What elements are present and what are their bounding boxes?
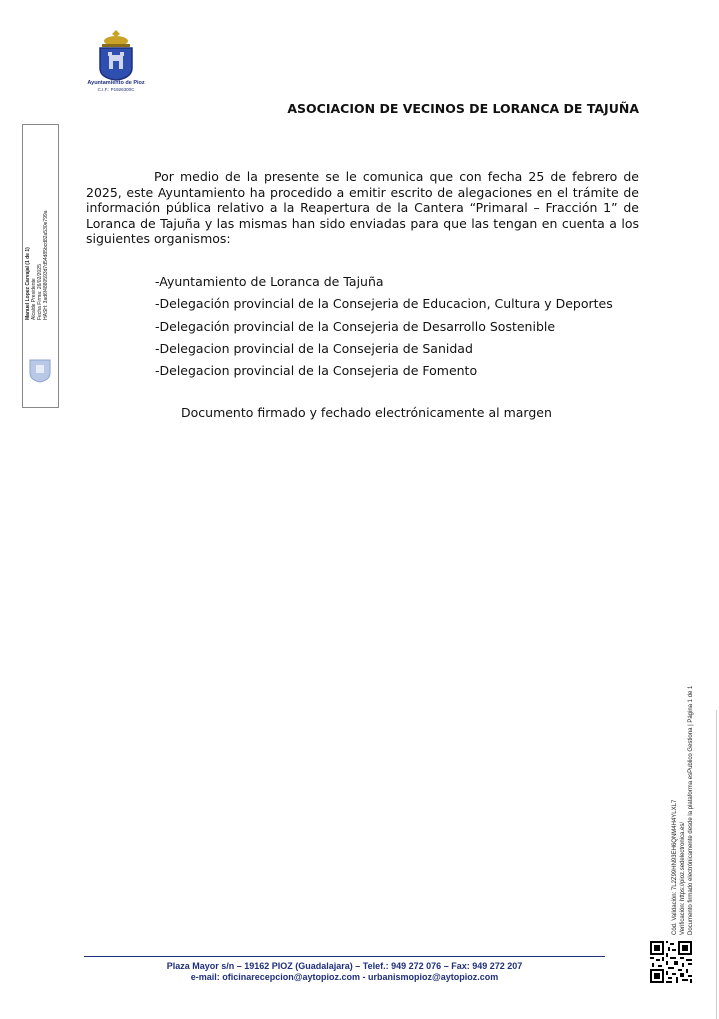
- page-edge: [716, 710, 717, 1019]
- main-paragraph: Por medio de la presente se le comunica que con fecha 25 de febrero de 2025, este Ayuntamiento ha procedido a emitir escrito de alegaciones en el trámite de información pública relativo a la Reapertura de la Cantera “Primaral – Fracción 1” de Loranca de Tajuña y las mismas han sido enviadas para que las tengan en cuenta a los siguientes organismos:: [86, 169, 639, 246]
- logo-cif: C.I.F.: P1926300C: [97, 87, 135, 92]
- signature-hash: HASH: 3ad6f4880593d7d54d85bcd82a530e799a: [43, 210, 49, 320]
- footer-divider: [84, 956, 605, 957]
- list-item: -Delegacion provincial de la Consejeria de Fomento: [155, 363, 478, 379]
- signature-date: Fecha Firma: 26/02/2025: [37, 264, 43, 320]
- list-item: -Delegación provincial de la Consejeria de Educacion, Cultura y Deportes: [155, 296, 613, 312]
- closing-note: Documento firmado y fechado electrónicamente al margen: [181, 405, 552, 420]
- signature-info: [25, 210, 49, 320]
- list-item: -Delegación provincial de la Consejeria de Desarrollo Sostenible: [155, 318, 556, 334]
- list-item: -Delegacion provincial de la Consejeria de Sanidad: [155, 340, 473, 356]
- logo-name: Ayuntamiento de Pioz: [87, 80, 145, 86]
- qr-code-icon: [650, 941, 692, 983]
- signer-name: Manuel Lopez Carvajal (1 de 1): [25, 247, 31, 320]
- verification-info: [671, 686, 695, 935]
- list-item: -Ayuntamiento de Loranca de Tajuña: [155, 274, 384, 289]
- validation-code: Cód. Validación: 7L2Z99HN93EH6QNM4H4YLXL7: [672, 799, 678, 935]
- seal-icon: [27, 355, 53, 383]
- recipient-heading: ASOCIACION DE VECINOS DE LORANCA DE TAJUÑA: [287, 101, 639, 116]
- footer-emails[interactable]: e-mail: oficinarecepcion@aytopioz.com - urbanismopioz@aytopioz.com: [190, 972, 499, 982]
- organism-list: [155, 271, 613, 382]
- signer-role: Alcalde Presidente: [31, 278, 37, 320]
- verification-url[interactable]: Verificación: https://pioz.sedelectronica.es/: [680, 821, 686, 935]
- footer-address: Plaza Mayor s/n – 19162 PIOZ (Guadalajara) – Telef.: 949 272 076 – Fax: 949 272 207: [166, 961, 523, 971]
- platform-note: Documento firmado electrónicamente desde la plataforma esPublico Gestiona | Página 1 de 1: [688, 685, 694, 935]
